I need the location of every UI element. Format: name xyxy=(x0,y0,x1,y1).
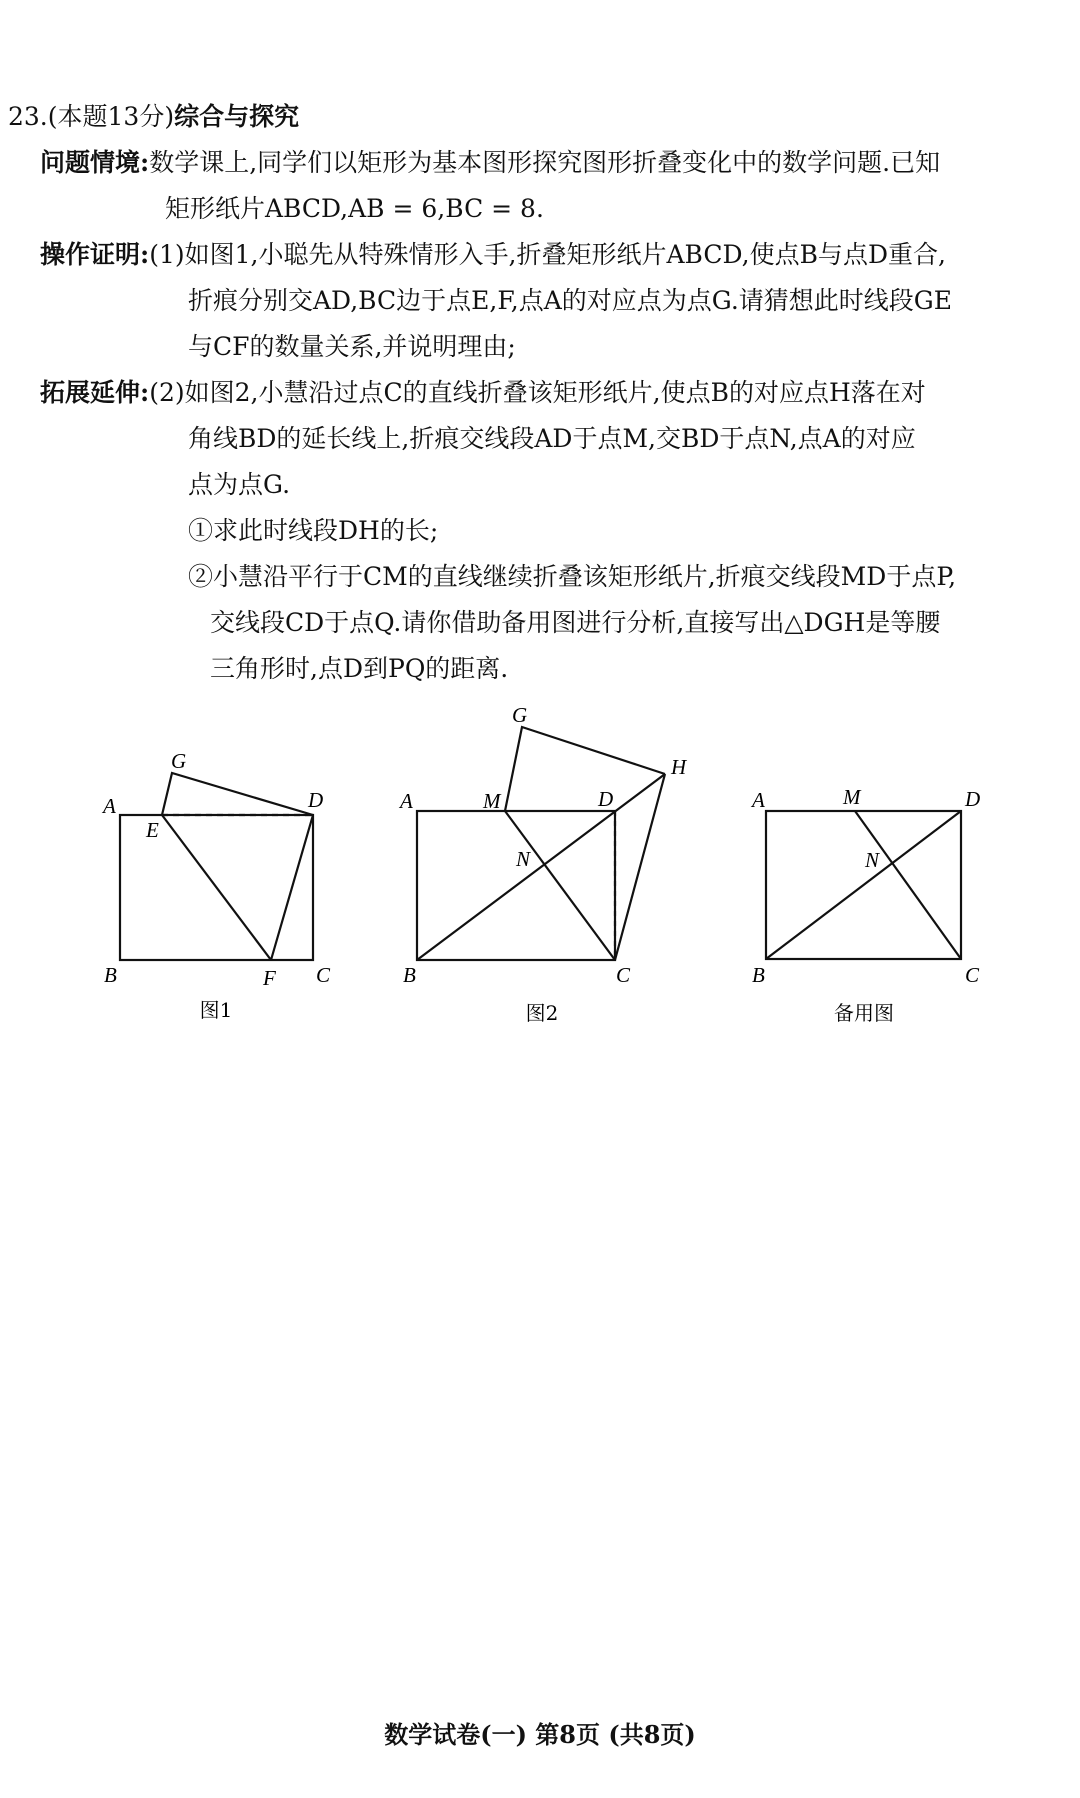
section-label: 问题情境: xyxy=(40,148,150,177)
figure-spare xyxy=(766,811,961,959)
section-text-line: 矩形纸片ABCD,AB = 6,BC = 8. xyxy=(165,194,544,223)
fig1-crease-ef xyxy=(162,815,271,960)
page-footer: 数学试卷(一) 第8页 (共8页) xyxy=(384,1720,696,1749)
section-text: 数学课上,同学们以矩形为基本图形探究图形折叠变化中的数学问题.已知 xyxy=(149,148,941,177)
fig3-diagonal-bd xyxy=(766,811,961,959)
fig1-label-a: A xyxy=(103,794,116,818)
sub-question-1: ①求此时线段DH的长; xyxy=(188,516,439,545)
fig3-label-b: B xyxy=(752,963,765,987)
fig3-mc xyxy=(855,811,961,959)
section-extension xyxy=(40,376,926,410)
figures-area xyxy=(0,700,1080,1040)
fig2-label-a: A xyxy=(400,789,413,813)
fig1-label-f: F xyxy=(263,966,276,990)
section-text-line: 折痕分别交AD,BC边于点E,F,点A的对应点为点G.请猜想此时线段GE xyxy=(188,286,953,315)
fig2-diagonal-bh xyxy=(417,774,665,960)
fig2-label-n: N xyxy=(516,847,531,871)
section-text: (1)如图1,小聪先从特殊情形入手,折叠矩形纸片ABCD,使点B与点D重合, xyxy=(149,240,946,269)
section-label: 操作证明: xyxy=(40,240,150,269)
fig3-label-n: N xyxy=(865,848,880,872)
figure-2 xyxy=(417,727,665,960)
fig2-label-g: G xyxy=(512,703,528,727)
fig1-label-b: B xyxy=(104,963,117,987)
section-text-line: 点为点G. xyxy=(188,470,291,499)
fig2-caption: 图2 xyxy=(525,1001,559,1025)
section-text-line: 与CF的数量关系,并说明理由; xyxy=(188,332,516,361)
section-operation-proof xyxy=(40,238,946,272)
section-label: 拓展延伸: xyxy=(40,378,150,407)
fig1-label-e: E xyxy=(146,818,159,842)
section-problem-context xyxy=(40,146,940,180)
figure-1 xyxy=(120,773,313,960)
question-score: (本题13分) xyxy=(47,102,175,131)
fig2-ch xyxy=(615,774,665,960)
section-text-line: 角线BD的延长线上,折痕交线段AD于点M,交BD于点N,点A的对应 xyxy=(188,424,916,453)
fig1-folded-ge-gd xyxy=(162,773,313,815)
fig1-caption: 图1 xyxy=(199,998,233,1022)
sub-question-2-line: 三角形时,点D到PQ的距离. xyxy=(210,654,509,683)
fig1-label-c: C xyxy=(316,963,331,987)
question-number: 23. xyxy=(8,102,48,131)
question-header xyxy=(8,100,299,134)
fig2-folded-mg-gh xyxy=(505,727,665,811)
question-topic: 综合与探究 xyxy=(174,102,300,131)
fig2-label-d: D xyxy=(598,787,614,811)
fig3-label-a: A xyxy=(752,788,765,812)
fig2-label-c: C xyxy=(616,963,631,987)
fig2-label-b: B xyxy=(403,963,416,987)
fig1-df xyxy=(271,815,313,960)
fig1-label-d: D xyxy=(308,788,324,812)
fig2-crease-mc xyxy=(505,811,615,960)
fig2-label-h: H xyxy=(671,755,687,779)
sub-question-2: ②小慧沿平行于CM的直线继续折叠该矩形纸片,折痕交线段MD于点P, xyxy=(188,562,957,591)
section-text: (2)如图2,小慧沿过点C的直线折叠该矩形纸片,使点B的对应点H落在对 xyxy=(149,378,926,407)
fig3-label-d: D xyxy=(965,787,981,811)
sub-question-2-line: 交线段CD于点Q.请你借助备用图进行分析,直接写出△DGH是等腰 xyxy=(210,608,941,637)
fig2-label-m: M xyxy=(483,789,501,813)
fig1-label-g: G xyxy=(171,749,187,773)
fig3-label-c: C xyxy=(965,963,980,987)
fig3-label-m: M xyxy=(843,785,861,809)
fig3-caption: 备用图 xyxy=(834,1001,894,1025)
